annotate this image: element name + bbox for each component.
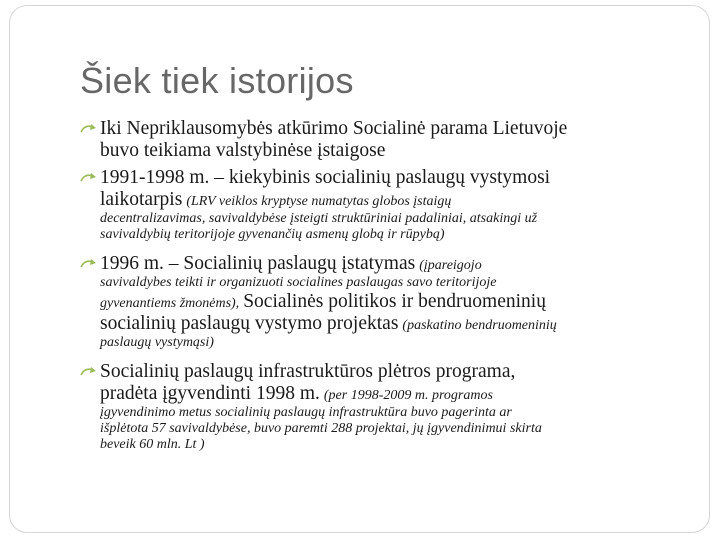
bullet-note: (įpareigojo <box>419 258 482 273</box>
bullet-item-2 <box>80 167 685 243</box>
curved-arrow-bullet-icon <box>80 122 98 134</box>
bullet-note: (per 1998-2009 m. programos <box>323 388 493 403</box>
curved-arrow-bullet-icon <box>80 365 98 377</box>
bullet-text: pradėta įgyvendinti 1998 m. <box>100 383 320 404</box>
bullet-item-3 <box>80 253 685 351</box>
bullet-note: beveik 60 mln. Lt ) <box>100 437 205 452</box>
bullet-note: (paskatino bendruomeninių <box>402 318 557 333</box>
curved-arrow-bullet-icon <box>80 257 98 269</box>
bullet-note: decentralizavimas, savivaldybėse įsteigti struktūriniai padaliniai, atsakingi už <box>100 211 538 226</box>
bullet-note: gyvenantiems žmonėms), <box>100 296 240 311</box>
bullet-text: 1991-1998 m. – kiekybinis socialinių paslaugų vystymosi <box>100 167 551 188</box>
bullet-note: savivaldybes teikti ir organizuoti socialines paslaugas savo teritorijoje <box>100 275 497 290</box>
bullet-note: (LRV veiklos kryptyse numatytas globos įstaigų <box>186 194 452 209</box>
bullet-text: Socialinių paslaugų infrastruktūros plėtros programa, <box>100 361 516 382</box>
bullet-text: Socialinės politikos ir bendruomeninių <box>243 291 546 312</box>
bullet-item-4 <box>80 361 685 453</box>
bullet-text: 1996 m. – Socialinių paslaugų įstatymas <box>100 253 416 274</box>
bullet-list <box>80 118 685 453</box>
bullet-note: savivaldybių teritorijoje gyvenančių asmenų globą ir rūpybą) <box>100 227 445 242</box>
bullet-note: įgyvendinimo metus socialinių paslaugų infrastruktūra buvo pagerinta ar <box>100 405 512 420</box>
bullet-text: Iki Nepriklausomybės atkūrimo Socialinė parama Lietuvoje buvo teikiama valstybinėse įstaigose <box>100 118 568 161</box>
bullet-text: laikotarpis <box>100 189 183 210</box>
bullet-note: paslaugų vystymąsi) <box>100 335 214 350</box>
curved-arrow-bullet-icon <box>80 171 98 183</box>
bullet-note: išplėtota 57 savivaldybėse, buvo paremti 288 projektai, jų įgyvendinimui skirta <box>100 421 542 436</box>
bullet-item-1 <box>80 118 685 162</box>
slide-title: Šiek tiek istorijos <box>80 60 354 101</box>
bullet-text: socialinių paslaugų vystymo projektas <box>100 313 399 334</box>
